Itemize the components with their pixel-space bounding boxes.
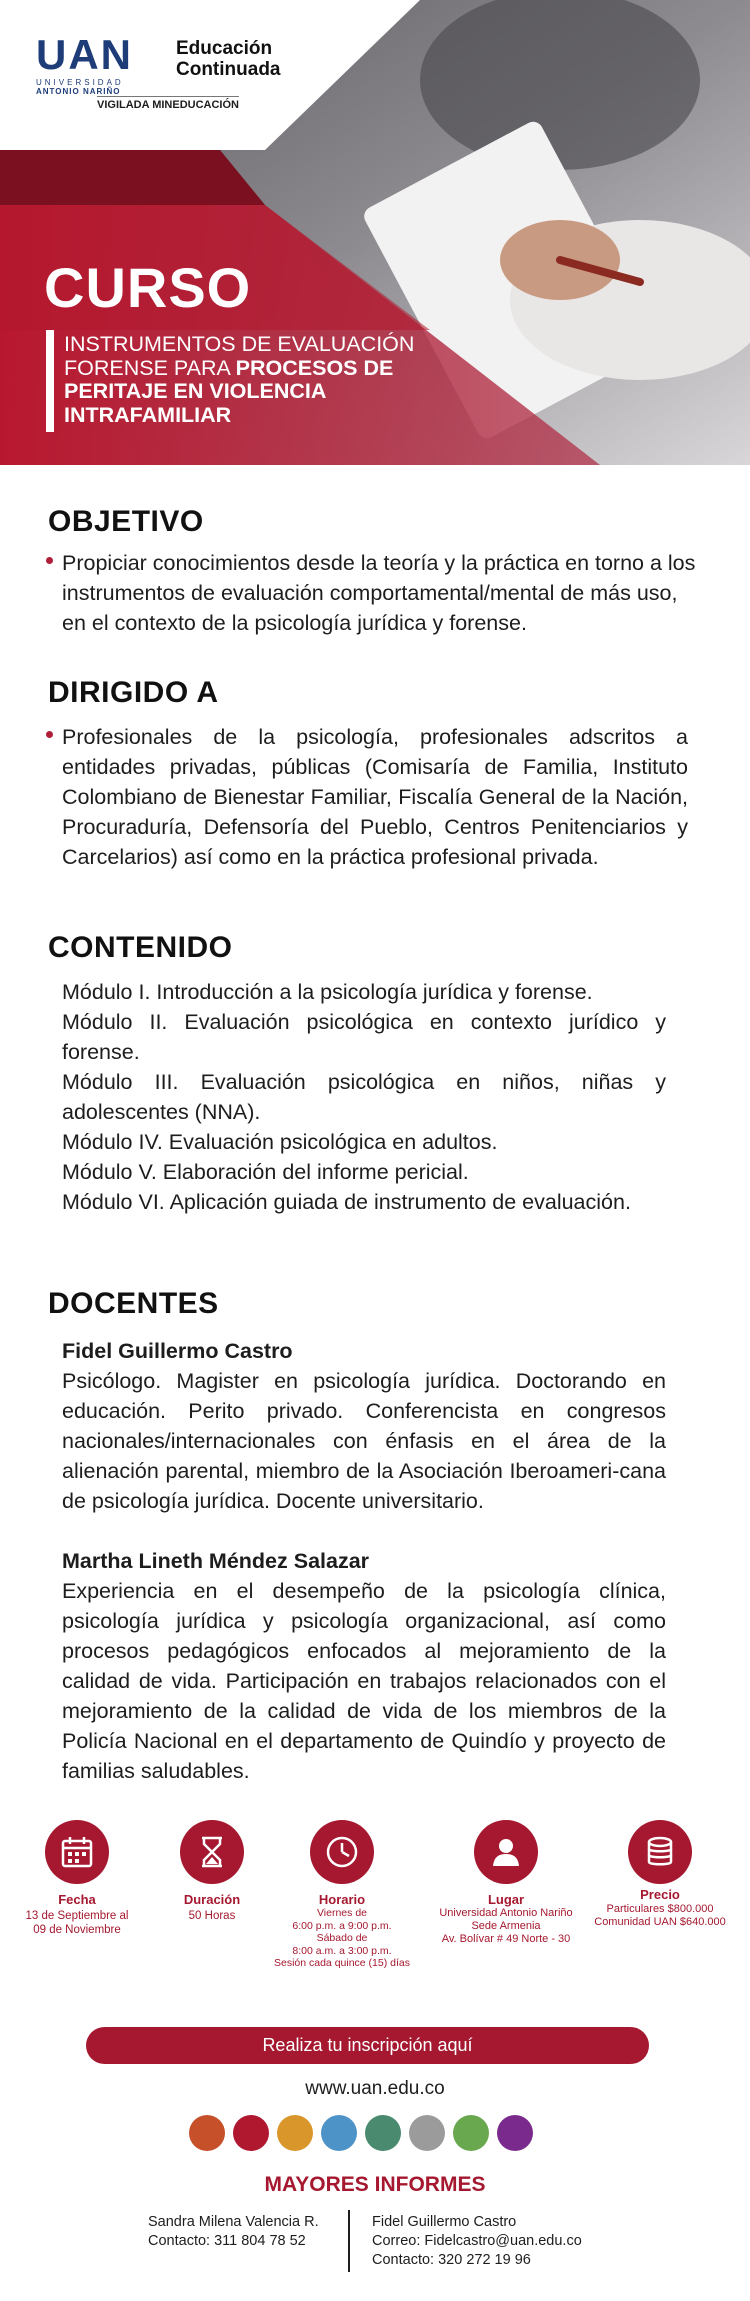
fecha-value	[12, 1909, 142, 1937]
contact-left-phone: Contacto: 311 804 78 52	[148, 2233, 306, 2249]
contact-right-name: Fidel Guillermo Castro	[372, 2214, 517, 2230]
color-dot	[321, 2115, 357, 2151]
docentes-title: DOCENTES	[48, 1287, 219, 1320]
course-title-line-2	[64, 357, 414, 381]
contact-left	[148, 2213, 319, 2251]
course-title-line-2b: PROCESOS DE	[235, 355, 394, 380]
horario-line-3: Sábado de	[316, 1932, 368, 1944]
color-dot	[365, 2115, 401, 2151]
logo-subtitle-1: UNIVERSIDAD	[36, 78, 124, 87]
color-dot	[277, 2115, 313, 2151]
register-button[interactable]: Realiza tu inscripción aquí	[86, 2027, 649, 2064]
module-item: Módulo III. Evaluación psicológica en niños, niñas y adolescentes (NNA).	[62, 1070, 666, 1124]
docente-card	[62, 1546, 666, 1786]
horario-line-4: 8:00 a.m. a 3:00 p.m.	[292, 1944, 392, 1957]
horario-value	[262, 1907, 422, 1970]
color-dot	[409, 2115, 445, 2151]
module-item: Módulo V. Elaboración del informe pericial.	[62, 1160, 469, 1184]
horario-label: Horario	[318, 1892, 366, 1907]
module-list	[62, 977, 666, 1217]
docente-name: Fidel Guillermo Castro	[62, 1339, 293, 1363]
lugar-label: Lugar	[487, 1892, 525, 1907]
hourglass-icon	[180, 1820, 244, 1884]
docente-bio: Psicólogo. Magister en psicología jurídica. Doctorando en educación. Perito privado. Conferencista en congresos nacionales/internacionales con énfasis en el área de la alienación parental, miembro de la Asociación Iberoameri-cana de psicología jurídica. Docente universitario.	[62, 1369, 666, 1513]
precio-line-2: Comunidad UAN $640.000	[594, 1916, 726, 1928]
contact-right	[372, 2213, 582, 2270]
course-title-line-2a: FORENSE PARA	[64, 355, 236, 380]
lugar-line-1: Universidad Antonio Nariño	[439, 1907, 573, 1919]
color-dot	[497, 2115, 533, 2151]
objetivo-text: Propiciar conocimientos desde la teoría y la práctica en torno a los instrumentos de evaluación comportamental/mental de más uso, en el contexto de la psicología jurídica y forense.	[62, 551, 696, 635]
duracion-value: 50 Horas	[188, 1910, 236, 1922]
contact-right-phone: Contacto: 320 272 19 96	[372, 2252, 531, 2268]
horario-line-1: Viernes de	[316, 1907, 367, 1919]
fecha-line-1: 13 de Septiembre al	[25, 1910, 129, 1922]
unit-line-2: Continuada	[176, 59, 281, 80]
unit-name	[176, 38, 281, 80]
bullet-icon	[46, 731, 53, 738]
color-dot	[453, 2115, 489, 2151]
contenido-title: CONTENIDO	[48, 931, 233, 964]
course-kicker: CURSO	[44, 256, 252, 319]
module-item: Módulo VI. Aplicación guiada de instrumento de evaluación.	[62, 1190, 631, 1214]
contact-title: MAYORES INFORMES	[264, 2173, 486, 2196]
module-item: Módulo I. Introducción a la psicología jurídica y forense.	[62, 980, 593, 1004]
course-title-line-3: PERITAJE EN VIOLENCIA	[64, 379, 327, 403]
hero-banner	[0, 0, 750, 465]
precio-value	[580, 1903, 740, 1929]
uan-logo	[36, 31, 158, 104]
module-item: Módulo II. Evaluación psicológica en contexto jurídico y forense.	[62, 1010, 666, 1064]
bullet-icon	[46, 557, 53, 564]
docente-card	[62, 1336, 666, 1516]
calendar-icon	[45, 1820, 109, 1884]
logo-text: UAN	[36, 31, 133, 78]
contact-left-name: Sandra Milena Valencia R.	[148, 2214, 319, 2230]
docente-name: Martha Lineth Méndez Salazar	[62, 1549, 370, 1573]
precio-line-1: Particulares $800.000	[606, 1903, 714, 1915]
color-dot	[189, 2115, 225, 2151]
clock-icon	[310, 1820, 374, 1884]
contact-right-email[interactable]: Correo: Fidelcastro@uan.edu.co	[372, 2233, 582, 2249]
person-icon	[474, 1820, 538, 1884]
precio-label: Precio	[640, 1887, 680, 1902]
course-title	[64, 333, 414, 427]
dirigido-text: Profesionales de la psicología, profesionales adscritos a entidades privadas, públicas (Comisaría de Familia, Instituto Colombiano de Bienestar Familiar, Fiscalía General de la Nación, Procuraduría, Defensoría del Pueblo, Centros Penitenciarios y Carcelarios) así como en la práctica profesional privada.	[62, 725, 688, 869]
dirigido-title: DIRIGIDO A	[48, 676, 219, 709]
fecha-line-2: 09 de Noviembre	[33, 1924, 121, 1936]
website-link[interactable]: www.uan.edu.co	[305, 2078, 445, 2099]
fecha-label: Fecha	[58, 1892, 96, 1907]
lugar-line-3: Av. Bolívar # 49 Norte - 30	[441, 1933, 571, 1945]
database-icon	[628, 1820, 692, 1884]
logo-subtitle-2: ANTONIO NARIÑO	[36, 87, 121, 96]
color-dot	[233, 2115, 269, 2151]
horario-line-2: 6:00 p.m. a 9:00 p.m.	[292, 1919, 392, 1932]
vigilada-label: VIGILADA MINEDUCACIÓN	[97, 96, 239, 111]
course-title-line-4: INTRAFAMILIAR	[64, 402, 232, 427]
module-item: Módulo IV. Evaluación psicológica en adultos.	[62, 1130, 498, 1154]
lugar-line-2: Sede Armenia	[471, 1920, 541, 1932]
contact-divider	[348, 2210, 350, 2272]
lugar-value	[426, 1907, 586, 1946]
objetivo-title: OBJETIVO	[48, 505, 204, 538]
title-bar	[46, 330, 54, 432]
docente-bio: Experiencia en el desempeño de la psicología clínica, psicología jurídica y psicología organizacional, así como procesos pedagógicos enfocados al mejoramiento de la calidad de vida. Participación en trabajos relacionados con el mejoramiento de la calidad de vida de los miembros de la Policía Nacional en el departamento de Quindío y proyecto de familias saludables.	[62, 1579, 666, 1783]
unit-line-1: Educación	[176, 38, 273, 59]
horario-line-5: Sesión cada quince (15) días	[273, 1957, 410, 1969]
dark-band	[0, 150, 265, 205]
duracion-label: Duración	[183, 1892, 241, 1907]
course-title-line-1: INSTRUMENTOS DE EVALUACIÓN	[64, 332, 415, 356]
